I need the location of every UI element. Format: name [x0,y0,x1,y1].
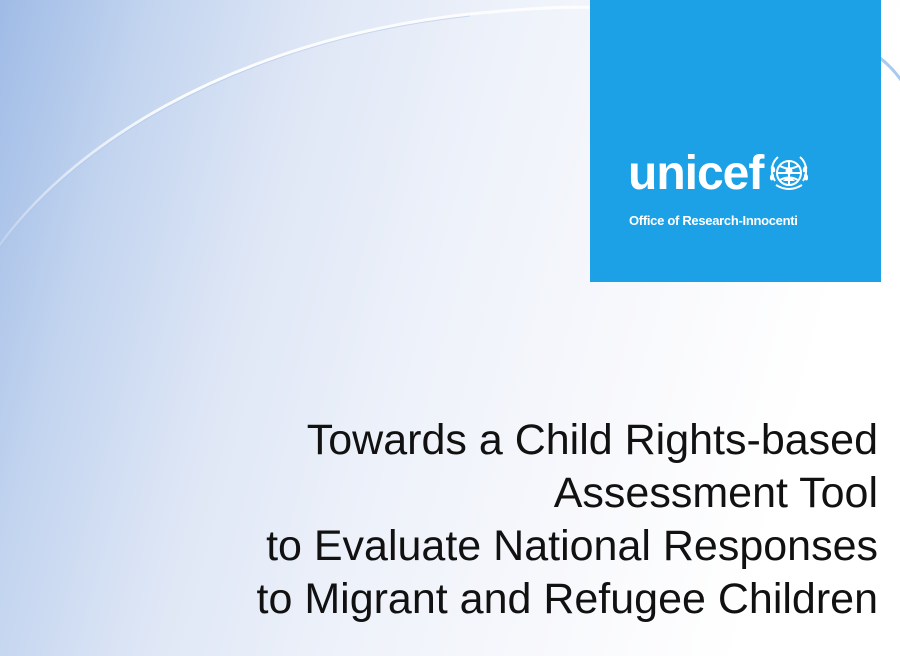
title-line: to Evaluate National Responses [266,522,878,570]
title-line: to Migrant and Refugee Children [256,575,878,623]
report-title [18,414,878,626]
title-line: Assessment Tool [553,469,878,517]
title-line: Towards a Child Rights-based [306,416,878,464]
unicef-logo [628,144,811,204]
office-subtitle: Office of Research-Innocenti [629,213,798,228]
unicef-emblem-icon [767,151,811,195]
unicef-logo-box [590,0,881,282]
unicef-wordmark: unicef [628,147,764,200]
